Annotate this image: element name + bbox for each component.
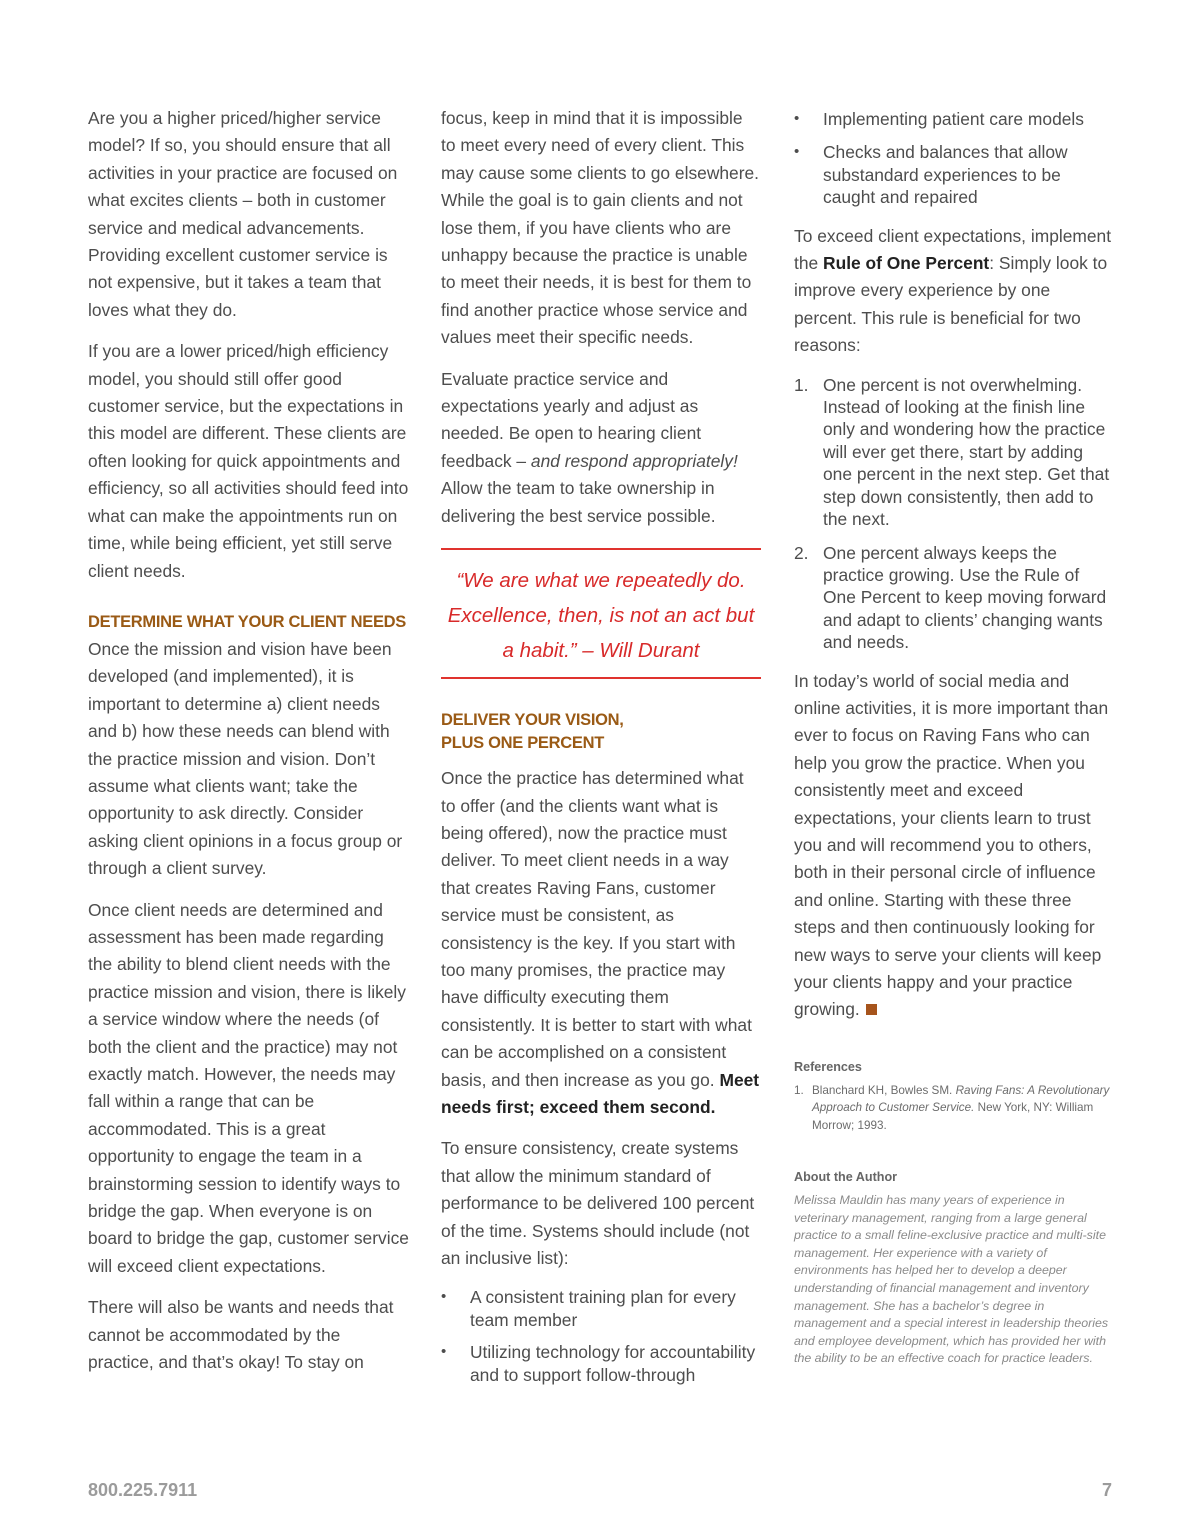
reference-title: Raving Fans: A Revolutionary Approach to Customer Service.	[812, 1083, 1110, 1115]
list-item	[794, 374, 1116, 531]
end-mark-icon	[866, 1004, 877, 1015]
about-author-text: Melissa Mauldin has many years of experience in veterinary management, ranging from a large general practice to a small feline-exclusive practice and multi-site management. Her experience with a variety of environments has helped her to develop a deeper understanding of financial management and inventory management. She has a bachelor’s degree in management and a special interest in leadership theories and employee development, which has provided her with the ability to be an effective coach for practice leaders.	[794, 1193, 1109, 1366]
list-number: 1.	[794, 374, 809, 395]
section-heading	[441, 709, 761, 755]
list-item	[441, 1286, 761, 1331]
paragraph-text: In today’s world of social media and online activities, it is more important than ever to focus on Raving Fans who can help you grow the practice. When you consistently meet and exceed expectations, your clients learn to trust you and will recommend you to others, both in their personal circle of influence and online. Starting with these three steps and then continuously looking for new ways to serve your clients will keep your clients happy and your practice growing.	[794, 670, 1109, 1020]
column-middle	[441, 105, 761, 1400]
bullet-list	[794, 108, 1116, 209]
quote-bottom-rule	[441, 677, 761, 679]
paragraph	[441, 765, 761, 1121]
list-item-text: One percent is not overwhelming. Instead of looking at the finish line only and wondering how the practice will ever get there, start by adding one percent in the next step. Get that step down consistently, then add to the next.	[823, 374, 1110, 530]
paragraph	[794, 668, 1116, 1024]
paragraph-text: To exceed client expectations, implement the	[794, 225, 1112, 274]
column-right	[794, 105, 1116, 1368]
paragraph-text: Allow the team to take ownership in delivering the best service possible.	[441, 478, 716, 526]
reference-number: 1.	[794, 1083, 804, 1097]
emphasis-text: and respond appropriately!	[530, 450, 738, 471]
paragraph: If you are a lower priced/high efficiency model, you should still offer good customer service, but the expectations in this model are different. These clients are often looking for quick appointments and efficiency, so all activities should feed into what can make the appointments run on time, while being efficient, yet still serve client needs.	[88, 341, 409, 581]
about-author-heading: About the Author	[794, 1170, 898, 1185]
pull-quote: “We are what we repeatedly do. Excellence, then, is not an act but a habit.” – Will Durant	[447, 569, 755, 663]
paragraph: There will also be wants and needs that cannot be accommodated by the practice, and that’s okay! To stay on	[88, 1297, 394, 1373]
heading-line: DELIVER YOUR VISION,	[441, 711, 624, 730]
bullet-icon: •	[441, 1288, 447, 1306]
list-item-text: One percent always keeps the practice growing. Use the Rule of One Percent to keep moving forward and adapt to clients’ changing wants and needs.	[823, 542, 1107, 653]
list-item	[794, 542, 1116, 654]
bullet-icon: •	[441, 1343, 447, 1361]
paragraph	[794, 223, 1116, 360]
reference-text: New York, NY: William Morrow; 1993.	[812, 1101, 1094, 1132]
paragraph: Once the mission and vision have been developed (and implemented), it is important to determine a) client needs and b) how these needs can blend with the practice mission and vision. Don’t assume what clients want; take the opportunity to ask directly. Consider asking client opinions in a focus group or through a client survey.	[88, 638, 403, 879]
bold-text: Meet needs first; exceed them second.	[441, 1069, 760, 1117]
heading-line: PLUS ONE PERCENT	[441, 734, 604, 753]
list-item	[794, 141, 1116, 208]
reference-text: Blanchard KH, Bowles SM.	[812, 1083, 956, 1097]
paragraph: To ensure consistency, create systems that allow the minimum standard of performance to be delivered 100 percent of the time. Systems should include (not an inclusive list):	[441, 1138, 755, 1268]
list-item-text: Implementing patient care models	[823, 109, 1084, 129]
paragraph-text: Once the practice has determined what to offer (and the clients want what is being offered), now the practice must deliver. To meet client needs in a way that creates Raving Fans, customer service must be consistent, as consistency is the key. If you start with too many promises, the practice may have difficulty executing them consistently. It is better to start with what can be accomplished on a consistent basis, and then increase as you go.	[441, 768, 752, 1090]
bullet-list	[441, 1286, 761, 1386]
numbered-list	[794, 374, 1116, 654]
list-item-text: A consistent training plan for every team member	[470, 1287, 736, 1330]
section-heading: DETERMINE WHAT YOUR CLIENT NEEDS	[88, 612, 406, 631]
list-item-text: Utilizing technology for accountability and to support follow-through	[470, 1342, 756, 1385]
list-item	[794, 108, 1116, 130]
list-item-text: Checks and balances that allow substandard experiences to be caught and repaired	[823, 142, 1068, 208]
bullet-icon: •	[794, 110, 800, 127]
paragraph: focus, keep in mind that it is impossible to meet every need of every client. This may cause some clients to go elsewhere. While the goal is to gain clients and not lose them, if you have clients who are unhappy because the practice is unable to meet their needs, it is best for them to find another practice whose service and values meet their specific needs.	[441, 108, 760, 348]
column-left	[88, 105, 410, 1390]
bold-text: Rule of One Percent	[823, 253, 990, 274]
page-number: 7	[1101, 1480, 1112, 1500]
paragraph	[441, 366, 761, 530]
list-number: 2.	[794, 542, 809, 563]
paragraph-text: : Simply look to improve every experience by one percent. This rule is beneficial for two reasons:	[794, 253, 1108, 356]
paragraph: Are you a higher priced/higher service model? If so, you should ensure that all activities in your practice are focused on what excites clients – both in customer service and medical advancements. Providing excellent customer service is not expensive, but it takes a team that loves what they do.	[88, 108, 398, 320]
paragraph: Once client needs are determined and assessment has been made regarding the ability to blend client needs with the practice mission and vision, there is likely a service window where the needs (of both the client and the practice) may not exactly match. However, the needs may fall within a range that can be accommodated. This is a great opportunity to engage the team in a brainstorming session to identify ways to bridge the gap. When everyone is on board to bridge the gap, customer service will exceed client expectations.	[88, 899, 409, 1276]
list-item	[441, 1341, 761, 1386]
reference-item	[794, 1082, 1116, 1134]
references-heading: References	[794, 1059, 862, 1074]
paragraph-text: Evaluate practice service and expectations yearly and adjust as needed. Be open to hearing client feedback –	[441, 368, 702, 471]
bullet-icon: •	[794, 143, 800, 161]
footer-phone: 800.225.7911	[88, 1480, 198, 1500]
